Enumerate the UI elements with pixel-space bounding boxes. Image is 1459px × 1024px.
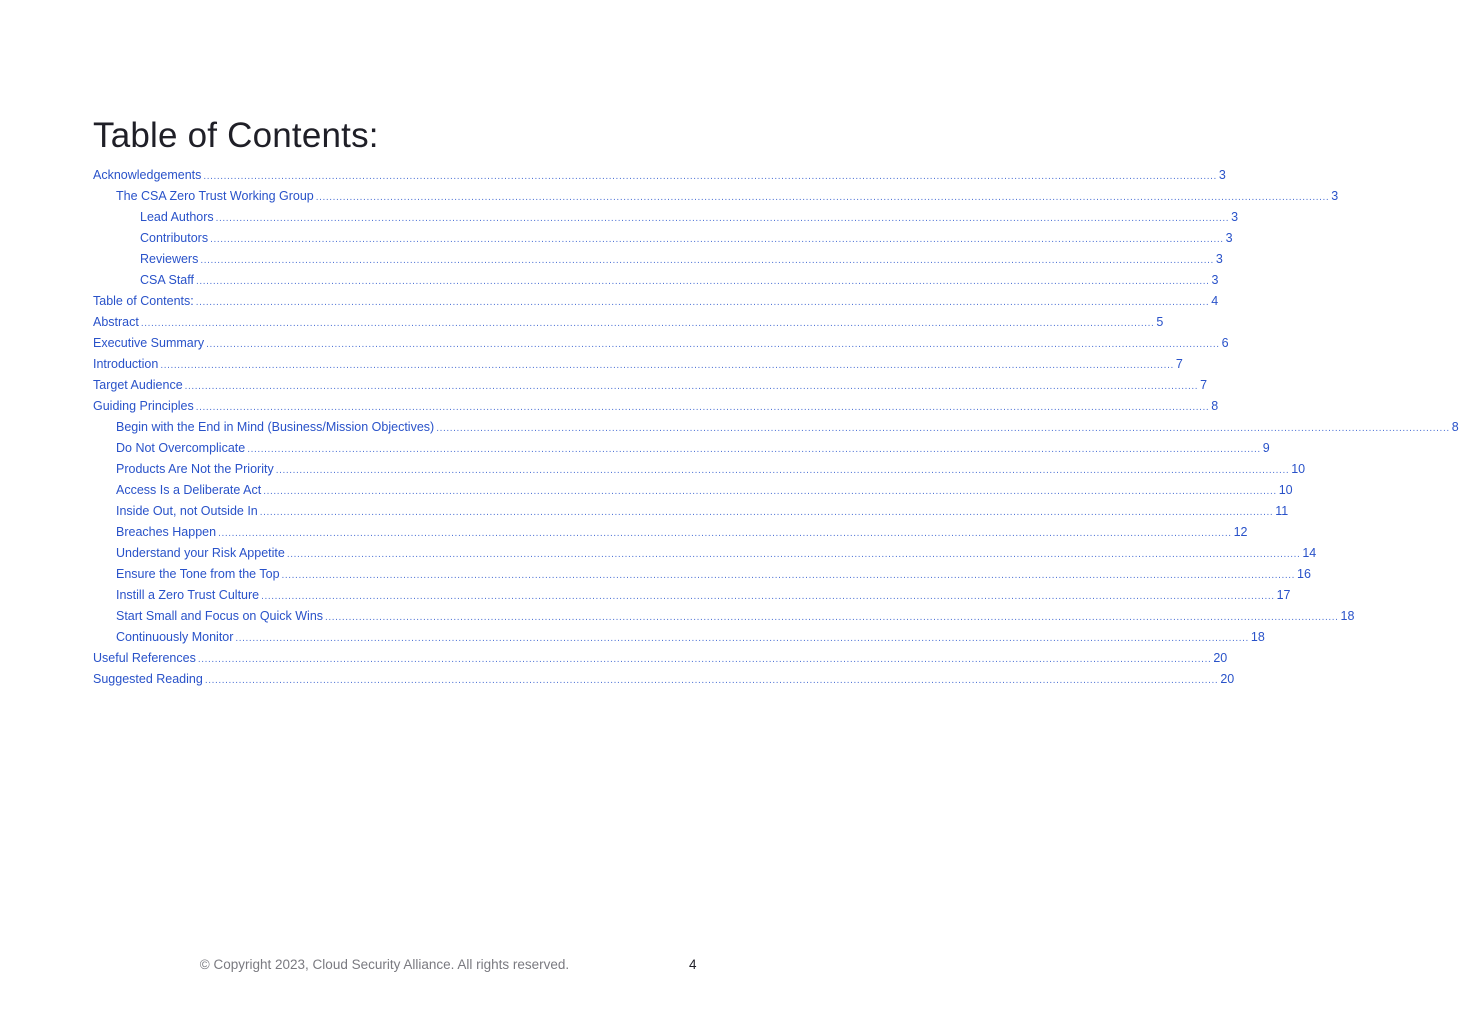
- toc-entry-title[interactable]: Guiding Principles: [93, 399, 194, 413]
- toc-dot-leader: ............................................................................................................................................................................................................................................................................................................: [436, 423, 1450, 434]
- toc-entry-title[interactable]: Target Audience: [93, 378, 183, 392]
- page-number: 4: [689, 957, 697, 972]
- toc-entry-title[interactable]: Lead Authors: [140, 210, 214, 224]
- toc-entry-title[interactable]: Contributors: [140, 231, 209, 245]
- toc-dot-leader: ............................................................................................................................................................................................................................................................................................................: [281, 570, 1296, 581]
- toc-dot-leader: ............................................................................................................................................................................................................................................................................................................: [263, 486, 1277, 497]
- toc-entry-page[interactable]: 4: [1211, 294, 1219, 308]
- toc-entry[interactable]: [93, 606, 1355, 627]
- toc-entry[interactable]: [93, 207, 1239, 228]
- toc-entry-title[interactable]: Abstract: [93, 315, 139, 329]
- toc-entry-page[interactable]: 5: [1156, 315, 1164, 329]
- toc-entry[interactable]: [93, 543, 1317, 564]
- toc-entry-page[interactable]: 18: [1250, 630, 1265, 644]
- toc-entry-page[interactable]: 20: [1220, 672, 1235, 686]
- toc-entry[interactable]: [93, 585, 1291, 606]
- toc-entry-title[interactable]: Continuously Monitor: [116, 630, 234, 644]
- toc-entry[interactable]: [93, 627, 1265, 648]
- toc-entry-page[interactable]: 3: [1215, 252, 1223, 266]
- toc-entry-title[interactable]: Start Small and Focus on Quick Wins: [116, 609, 324, 623]
- toc-entry[interactable]: [93, 417, 1459, 438]
- toc-entry[interactable]: [93, 438, 1270, 459]
- toc-entry-page[interactable]: 7: [1200, 378, 1208, 392]
- toc-entry-title[interactable]: Acknowledgements: [93, 168, 202, 182]
- toc-dot-leader: ............................................................................................................................................................................................................................................................................................................: [184, 381, 1199, 392]
- toc-entry[interactable]: [93, 270, 1219, 291]
- toc-entry-title[interactable]: Introduction: [93, 357, 159, 371]
- toc-entry[interactable]: [93, 501, 1289, 522]
- toc-entry-page[interactable]: 8: [1451, 420, 1459, 434]
- toc-entry-page[interactable]: 7: [1175, 357, 1183, 371]
- toc-entry-page[interactable]: 8: [1211, 399, 1219, 413]
- toc-entry[interactable]: [93, 459, 1306, 480]
- toc-dot-leader: ............................................................................................................................................................................................................................................................................................................: [195, 297, 1210, 308]
- toc-entry-page[interactable]: 20: [1213, 651, 1228, 665]
- toc-entry[interactable]: [93, 291, 1219, 312]
- toc-entry-page[interactable]: 12: [1233, 525, 1248, 539]
- page-title: Table of Contents:: [93, 116, 379, 156]
- toc-entry-title[interactable]: Inside Out, not Outside In: [116, 504, 258, 518]
- toc-entry[interactable]: [93, 669, 1235, 690]
- toc-entry-title[interactable]: Executive Summary: [93, 336, 205, 350]
- toc-entry[interactable]: [93, 522, 1248, 543]
- toc-dot-leader: ............................................................................................................................................................................................................................................................................................................: [140, 318, 1155, 329]
- toc-entry-page[interactable]: 11: [1275, 504, 1289, 518]
- toc-entry-title[interactable]: The CSA Zero Trust Working Group: [116, 189, 314, 203]
- toc-entry-title[interactable]: Table of Contents:: [93, 294, 194, 308]
- toc-entry-title[interactable]: Do Not Overcomplicate: [116, 441, 246, 455]
- toc-entry-title[interactable]: Begin with the End in Mind (Business/Mission Objectives): [116, 420, 435, 434]
- toc-entry[interactable]: [93, 186, 1339, 207]
- toc-entry-page[interactable]: 9: [1262, 441, 1270, 455]
- toc-entry-title[interactable]: Products Are Not the Priority: [116, 462, 274, 476]
- toc-dot-leader: ............................................................................................................................................................................................................................................................................................................: [203, 171, 1217, 182]
- toc-entry[interactable]: [93, 564, 1311, 585]
- toc-entry-title[interactable]: Access Is a Deliberate Act: [116, 483, 262, 497]
- toc-entry[interactable]: [93, 375, 1208, 396]
- toc-dot-leader: ............................................................................................................................................................................................................................................................................................................: [235, 633, 1249, 644]
- toc-entry-title[interactable]: Breaches Happen: [116, 525, 217, 539]
- toc-entry[interactable]: [93, 249, 1223, 270]
- toc-dot-leader: ............................................................................................................................................................................................................................................................................................................: [261, 591, 1275, 602]
- toc-dot-leader: ............................................................................................................................................................................................................................................................................................................: [210, 234, 1224, 245]
- toc-entry-page[interactable]: 3: [1225, 231, 1233, 245]
- toc-entry-page[interactable]: 18: [1340, 609, 1355, 623]
- toc-dot-leader: ............................................................................................................................................................................................................................................................................................................: [197, 654, 1212, 665]
- toc-entry[interactable]: [93, 480, 1293, 501]
- toc-entry-title[interactable]: CSA Staff: [140, 273, 194, 287]
- toc-entry-title[interactable]: Useful References: [93, 651, 196, 665]
- toc-entry-page[interactable]: 3: [1218, 168, 1226, 182]
- toc-dot-leader: ............................................................................................................................................................................................................................................................................................................: [206, 339, 1220, 350]
- toc-dot-leader: ............................................................................................................................................................................................................................................................................................................: [204, 675, 1219, 686]
- toc-entry[interactable]: [93, 333, 1229, 354]
- toc-entry-title[interactable]: Instill a Zero Trust Culture: [116, 588, 260, 602]
- toc-entry-page[interactable]: 10: [1278, 483, 1293, 497]
- toc-entry[interactable]: [93, 354, 1183, 375]
- toc-entry-page[interactable]: 3: [1331, 189, 1339, 203]
- toc-entry-page[interactable]: 3: [1211, 273, 1219, 287]
- table-of-contents: [93, 165, 1459, 690]
- toc-dot-leader: ............................................................................................................................................................................................................................................................................................................: [218, 528, 1232, 539]
- toc-entry-page[interactable]: 3: [1231, 210, 1239, 224]
- toc-entry-page[interactable]: 16: [1297, 567, 1311, 581]
- toc-dot-leader: ............................................................................................................................................................................................................................................................................................................: [200, 255, 1214, 266]
- toc-dot-leader: ............................................................................................................................................................................................................................................................................................................: [195, 402, 1210, 413]
- toc-dot-leader: ............................................................................................................................................................................................................................................................................................................: [215, 213, 1230, 224]
- toc-entry[interactable]: [93, 165, 1226, 186]
- toc-dot-leader: ............................................................................................................................................................................................................................................................................................................: [195, 276, 1210, 287]
- toc-entry-title[interactable]: Reviewers: [140, 252, 199, 266]
- toc-entry[interactable]: [93, 648, 1228, 669]
- toc-entry-page[interactable]: 14: [1302, 546, 1317, 560]
- toc-entry-page[interactable]: 10: [1291, 462, 1306, 476]
- toc-entry[interactable]: [93, 312, 1164, 333]
- toc-dot-leader: ............................................................................................................................................................................................................................................................................................................: [259, 507, 1274, 518]
- copyright-text: © Copyright 2023, Cloud Security Alliance. All rights reserved.: [199, 957, 570, 972]
- toc-entry[interactable]: [93, 228, 1233, 249]
- toc-dot-leader: ............................................................................................................................................................................................................................................................................................................: [315, 192, 1330, 203]
- toc-dot-leader: ............................................................................................................................................................................................................................................................................................................: [160, 360, 1174, 371]
- toc-entry-page[interactable]: 6: [1221, 336, 1229, 350]
- toc-dot-leader: ............................................................................................................................................................................................................................................................................................................: [275, 465, 1290, 476]
- toc-entry-page[interactable]: 17: [1276, 588, 1291, 602]
- toc-dot-leader: ............................................................................................................................................................................................................................................................................................................: [286, 549, 1301, 560]
- footer-copyright: [0, 957, 791, 972]
- toc-entry-title[interactable]: Understand your Risk Appetite: [116, 546, 285, 560]
- toc-entry-title[interactable]: Suggested Reading: [93, 672, 203, 686]
- toc-entry-title[interactable]: Ensure the Tone from the Top: [116, 567, 280, 581]
- toc-dot-leader: ............................................................................................................................................................................................................................................................................................................: [247, 444, 1261, 455]
- toc-dot-leader: ............................................................................................................................................................................................................................................................................................................: [325, 612, 1339, 623]
- toc-entry[interactable]: [93, 396, 1219, 417]
